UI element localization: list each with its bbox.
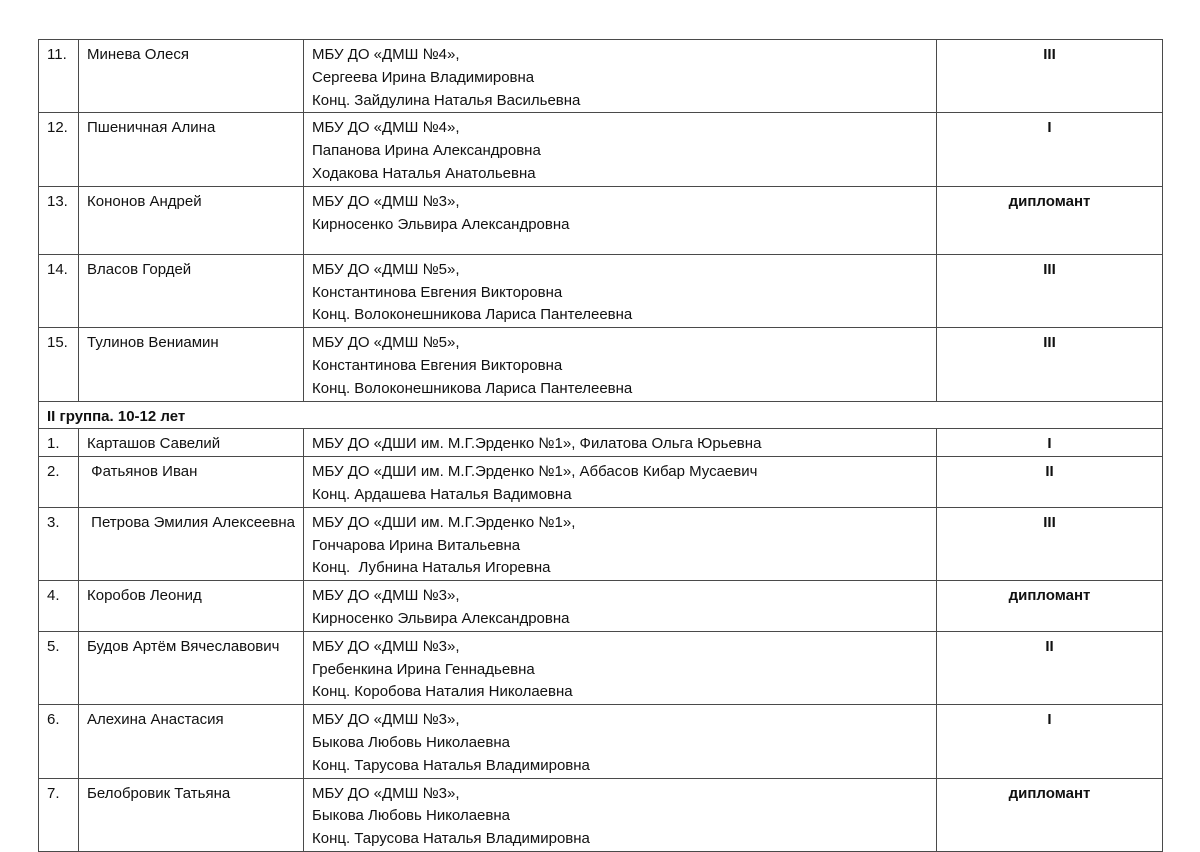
group-heading: II группа. 10-12 лет (39, 401, 1163, 429)
participant-name: Фатьянов Иван (79, 457, 304, 508)
table-row (39, 457, 1163, 508)
school-teacher-line: Конц. Лубнина Наталья Игоревна (312, 559, 551, 577)
school-teacher-cell (304, 631, 937, 704)
table-row (39, 507, 1163, 580)
row-number: 1. (39, 429, 79, 457)
row-number: 2. (39, 457, 79, 508)
row-number: 13. (39, 186, 79, 254)
school-teacher-cell (304, 705, 937, 778)
school-teacher-line: Кирносенко Эльвира Александровна (312, 609, 570, 627)
school-teacher-line: МБУ ДО «ДМШ №3», (312, 192, 460, 210)
results-table-body (39, 40, 1163, 852)
school-teacher-line: Гребенкина Ирина Геннадьевна (312, 660, 535, 678)
results-table (38, 39, 1163, 852)
row-number: 3. (39, 507, 79, 580)
row-number: 11. (39, 40, 79, 113)
school-teacher-line: МБУ ДО «ДМШ №4», (312, 46, 460, 63)
participant-name: Карташов Савелий (79, 429, 304, 457)
school-teacher-line: Конц. Волоконешникова Лариса Пантелеевна (312, 306, 633, 324)
school-teacher-cell (304, 113, 937, 186)
table-row (39, 705, 1163, 778)
award: III (937, 507, 1163, 580)
table-row (39, 631, 1163, 704)
table-row (39, 254, 1163, 327)
school-teacher-line: Константинова Евгения Викторовна (312, 283, 563, 301)
participant-name: Кононов Андрей (79, 186, 304, 254)
school-teacher-cell (304, 457, 937, 508)
school-teacher-line: МБУ ДО «ДМШ №3», (312, 637, 460, 655)
school-teacher-cell (304, 778, 937, 851)
school-teacher-line: Константинова Евгения Викторовна (312, 356, 563, 374)
participant-name: Белобровик Татьяна (79, 778, 304, 851)
school-teacher-line: Конц. Ардашева Наталья Вадимовна (312, 485, 572, 503)
row-number: 7. (39, 778, 79, 851)
participant-name: Власов Гордей (79, 254, 304, 327)
participant-name: Будов Артём Вячеславович (79, 631, 304, 704)
award: III (937, 40, 1163, 113)
award: дипломант (937, 186, 1163, 254)
row-number: 12. (39, 113, 79, 186)
school-teacher-line: МБУ ДО «ДМШ №4», (312, 119, 460, 137)
school-teacher-cell (304, 254, 937, 327)
school-teacher-line: Конц. Коробова Наталия Николаевна (312, 683, 573, 701)
table-row (39, 581, 1163, 632)
table-row (39, 778, 1163, 851)
participant-name: Пшеничная Алина (79, 113, 304, 186)
school-teacher-cell (304, 40, 937, 113)
school-teacher-line: Сергеева Ирина Владимировна (312, 68, 535, 86)
participant-name: Петрова Эмилия Алексеевна (79, 507, 304, 580)
award: I (937, 113, 1163, 186)
table-row (39, 113, 1163, 186)
school-teacher-cell (304, 328, 937, 401)
award: II (937, 631, 1163, 704)
school-teacher-line: МБУ ДО «ДМШ №3», (312, 711, 460, 729)
school-teacher-line: Папанова Ирина Александровна (312, 142, 541, 160)
participant-name: Тулинов Вениамин (79, 328, 304, 401)
school-teacher-line: МБУ ДО «ДШИ им. М.Г.Эрденко №1», Аббасов Кибар Мусаевич (312, 463, 758, 481)
school-teacher-line: Быкова Любовь Николаевна (312, 733, 510, 751)
school-teacher-line: МБУ ДО «ДМШ №5», (312, 334, 460, 352)
school-teacher-line: Быкова Любовь Николаевна (312, 807, 510, 825)
school-teacher-line: МБУ ДО «ДМШ №3», (312, 587, 460, 605)
school-teacher-line: Ходакова Наталья Анатольевна (312, 164, 536, 182)
participant-name: Минева Олеся (79, 40, 304, 113)
table-row (39, 328, 1163, 401)
school-teacher-line: Гончарова Ирина Витальевна (312, 536, 521, 554)
school-teacher-line: МБУ ДО «ДМШ №3», (312, 784, 460, 802)
row-number: 4. (39, 581, 79, 632)
group-heading-row (39, 401, 1163, 429)
school-teacher-line: МБУ ДО «ДШИ им. М.Г.Эрденко №1», Филатова Ольга Юрьевна (312, 435, 762, 453)
row-number: 15. (39, 328, 79, 401)
school-teacher-cell (304, 186, 937, 254)
award: I (937, 705, 1163, 778)
school-teacher-line: Конц. Тарусова Наталья Владимировна (312, 756, 590, 774)
row-number: 6. (39, 705, 79, 778)
row-number: 5. (39, 631, 79, 704)
award: III (937, 328, 1163, 401)
school-teacher-line: Конц. Зайдулина Наталья Васильевна (312, 91, 581, 109)
school-teacher-cell (304, 581, 937, 632)
award: III (937, 254, 1163, 327)
school-teacher-cell (304, 507, 937, 580)
school-teacher-line: МБУ ДО «ДМШ №5», (312, 260, 460, 278)
school-teacher-line: Кирносенко Эльвира Александровна (312, 215, 570, 233)
award: I (937, 429, 1163, 457)
award: II (937, 457, 1163, 508)
table-row (39, 429, 1163, 457)
table-row (39, 186, 1163, 254)
participant-name: Алехина Анастасия (79, 705, 304, 778)
row-number: 14. (39, 254, 79, 327)
school-teacher-line: Конц. Тарусова Наталья Владимировна (312, 830, 590, 848)
school-teacher-line: Конц. Волоконешникова Лариса Пантелеевна (312, 379, 633, 397)
table-row (39, 40, 1163, 113)
award: дипломант (937, 778, 1163, 851)
school-teacher-line: МБУ ДО «ДШИ им. М.Г.Эрденко №1», (312, 513, 576, 531)
school-teacher-cell (304, 429, 937, 457)
participant-name: Коробов Леонид (79, 581, 304, 632)
award: дипломант (937, 581, 1163, 632)
